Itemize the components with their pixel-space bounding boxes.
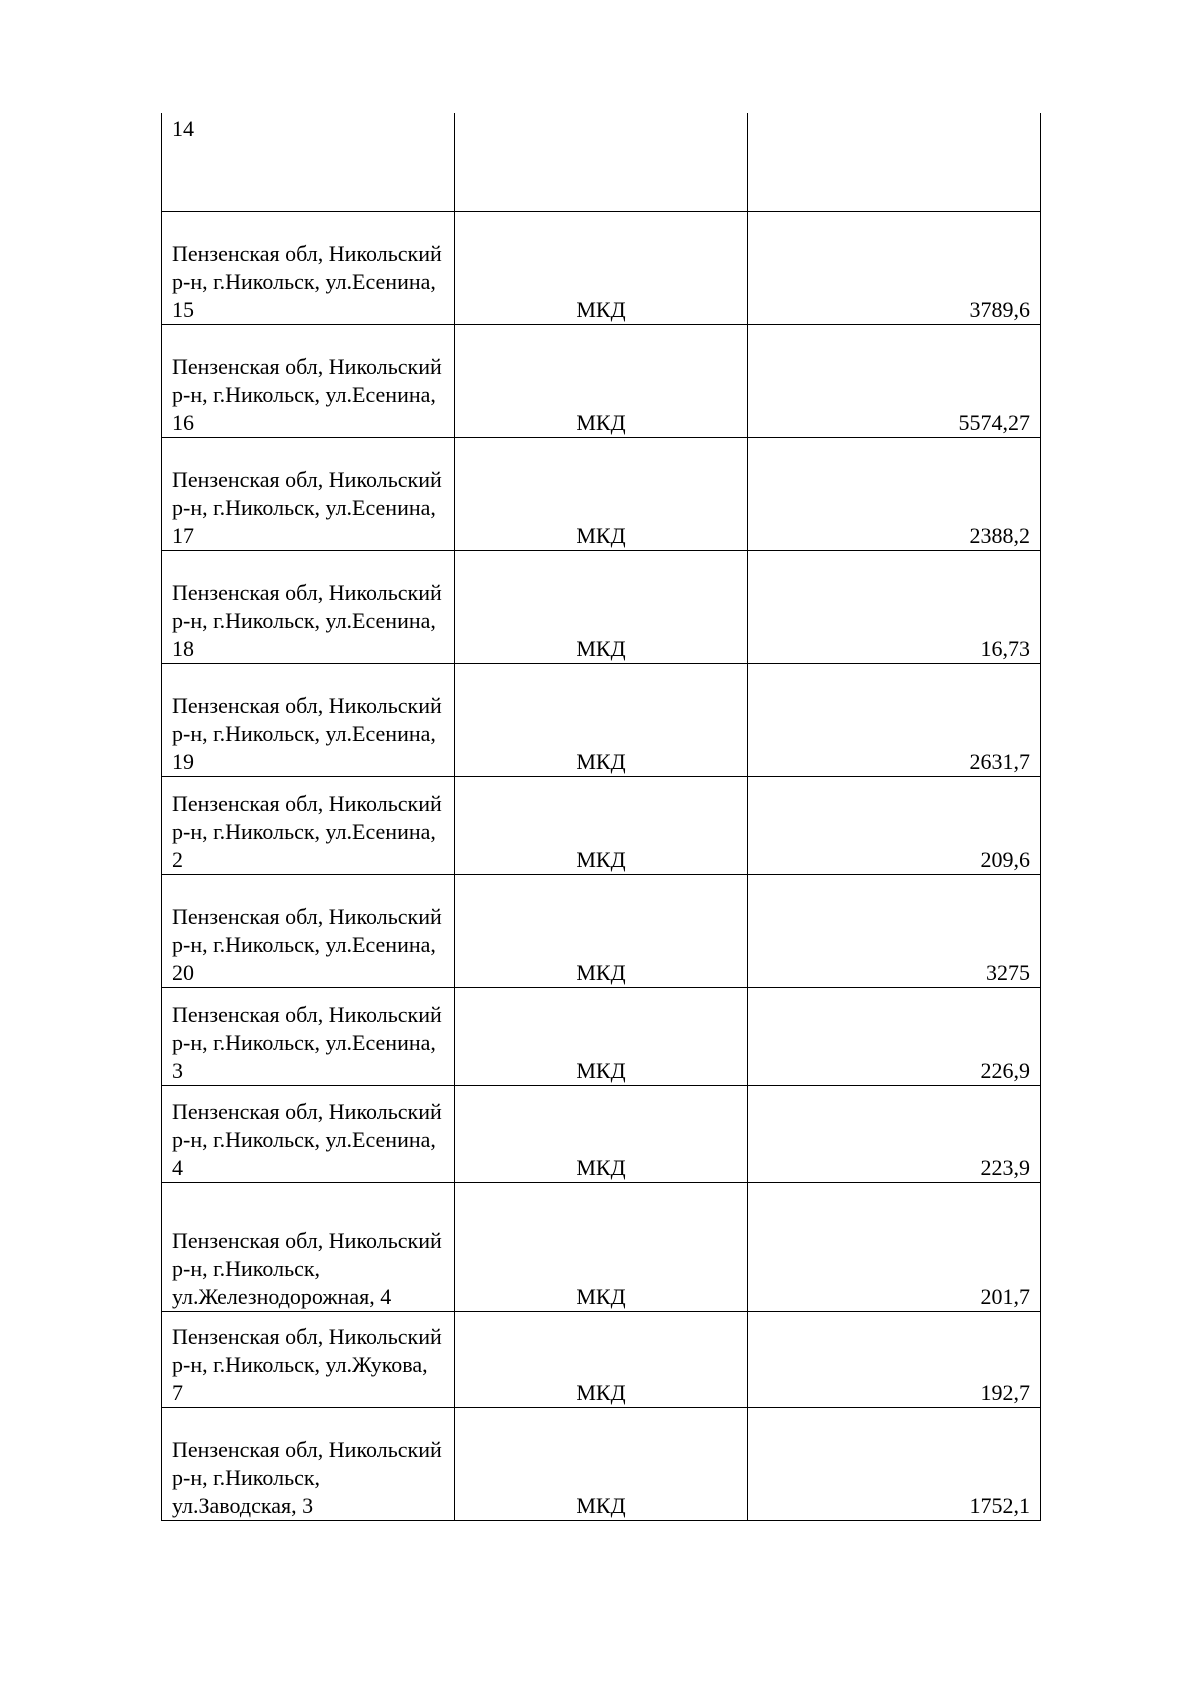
table-row (162, 550, 1041, 663)
table-row (162, 1085, 1041, 1182)
table-row (162, 324, 1041, 437)
table-row (162, 1407, 1041, 1520)
table-row (162, 663, 1041, 776)
area-cell: 16,73 (748, 550, 1041, 663)
type-cell: МКД (455, 776, 748, 874)
address-cell: Пензенская обл, Никольский р-н, г.Никольск, ул.Есенина, 18 (162, 550, 455, 663)
type-cell: МКД (455, 987, 748, 1085)
area-cell: 201,7 (748, 1182, 1041, 1311)
address-cell: Пензенская обл, Никольский р-н, г.Никольск, ул.Есенина, 20 (162, 874, 455, 987)
address-cell: Пензенская обл, Никольский р-н, г.Никольск, ул.Есенина, 3 (162, 987, 455, 1085)
address-cell: Пензенская обл, Никольский р-н, г.Никольск, ул.Есенина, 19 (162, 663, 455, 776)
area-cell: 209,6 (748, 776, 1041, 874)
address-cell: Пензенская обл, Никольский р-н, г.Никольск, ул.Есенина, 15 (162, 211, 455, 324)
type-cell: МКД (455, 437, 748, 550)
type-cell: МКД (455, 550, 748, 663)
area-cell: 1752,1 (748, 1407, 1041, 1520)
type-cell: МКД (455, 1407, 748, 1520)
address-cell: Пензенская обл, Никольский р-н, г.Никольск, ул.Железнодорожная, 4 (162, 1182, 455, 1311)
type-cell: МКД (455, 874, 748, 987)
address-cell: 14 (162, 113, 455, 211)
table-row (162, 211, 1041, 324)
table-row (162, 874, 1041, 987)
area-cell: 2388,2 (748, 437, 1041, 550)
area-cell: 192,7 (748, 1311, 1041, 1407)
type-cell: МКД (455, 1311, 748, 1407)
address-cell: Пензенская обл, Никольский р-н, г.Никольск, ул.Есенина, 2 (162, 776, 455, 874)
type-cell: МКД (455, 324, 748, 437)
table-row (162, 1182, 1041, 1311)
property-table-body (162, 113, 1041, 1520)
table-row (162, 113, 1041, 211)
area-cell (748, 113, 1041, 211)
type-cell: МКД (455, 1085, 748, 1182)
area-cell: 3789,6 (748, 211, 1041, 324)
area-cell: 223,9 (748, 1085, 1041, 1182)
address-cell: Пензенская обл, Никольский р-н, г.Никольск, ул.Жукова, 7 (162, 1311, 455, 1407)
type-cell (455, 113, 748, 211)
area-cell: 3275 (748, 874, 1041, 987)
address-cell: Пензенская обл, Никольский р-н, г.Никольск, ул.Есенина, 4 (162, 1085, 455, 1182)
table-row (162, 987, 1041, 1085)
type-cell: МКД (455, 663, 748, 776)
area-cell: 226,9 (748, 987, 1041, 1085)
address-cell: Пензенская обл, Никольский р-н, г.Никольск, ул.Есенина, 16 (162, 324, 455, 437)
area-cell: 2631,7 (748, 663, 1041, 776)
type-cell: МКД (455, 1182, 748, 1311)
type-cell: МКД (455, 211, 748, 324)
area-cell: 5574,27 (748, 324, 1041, 437)
address-cell: Пензенская обл, Никольский р-н, г.Никольск, ул.Есенина, 17 (162, 437, 455, 550)
table-row (162, 776, 1041, 874)
property-table (161, 113, 1041, 1521)
table-row (162, 1311, 1041, 1407)
table-row (162, 437, 1041, 550)
address-cell: Пензенская обл, Никольский р-н, г.Никольск, ул.Заводская, 3 (162, 1407, 455, 1520)
